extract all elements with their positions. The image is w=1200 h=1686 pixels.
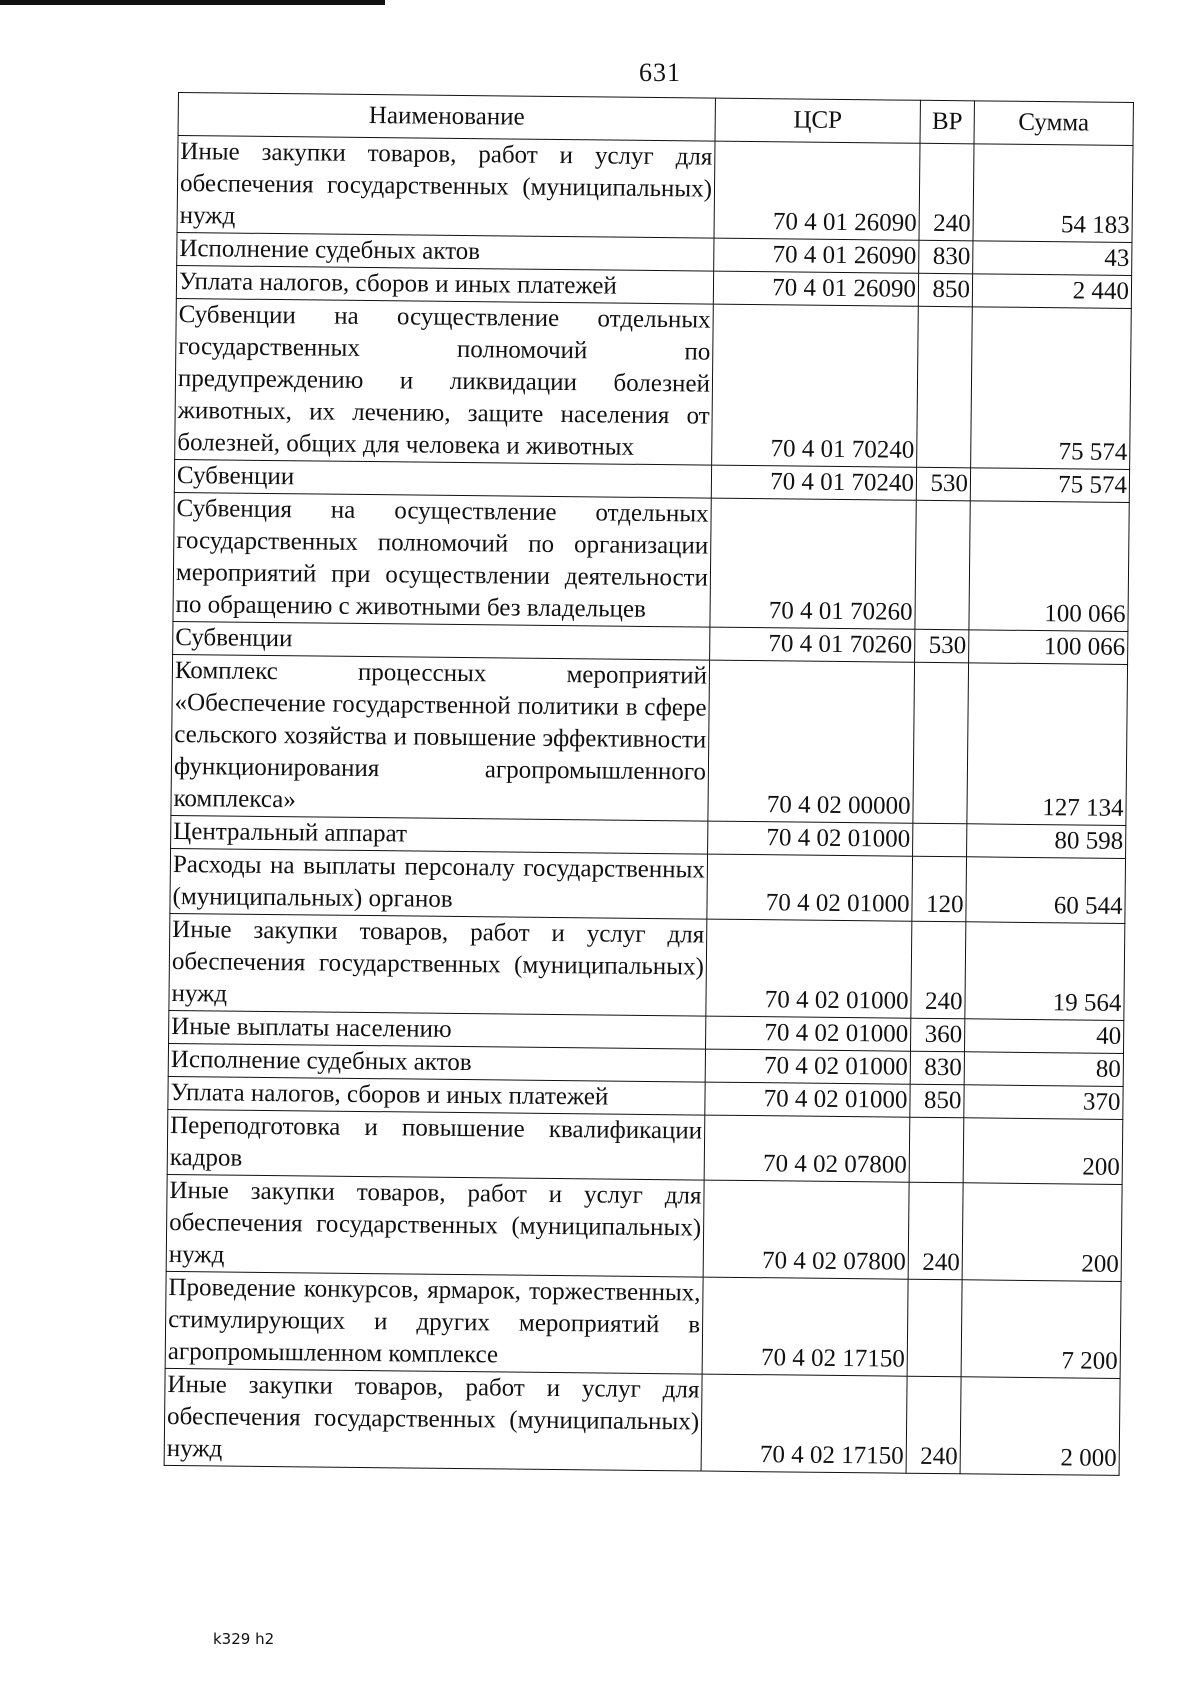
cell-sum: 200 xyxy=(963,1118,1123,1185)
cell-sum: 7 200 xyxy=(961,1280,1121,1379)
cell-sum: 370 xyxy=(964,1085,1123,1120)
table-row xyxy=(167,1109,1123,1184)
cell-sum: 60 544 xyxy=(966,857,1126,924)
cell-name: Иные закупки товаров, работ и услуг для обеспечения государственных (муниципальных) нужд xyxy=(164,1368,702,1471)
cell-vr: 530 xyxy=(916,467,970,501)
cell-sum: 2 000 xyxy=(960,1377,1120,1476)
table-row xyxy=(170,848,1126,923)
cell-vr xyxy=(909,1117,964,1183)
cell-name: Переподготовка и повышение квалификации кадров xyxy=(167,1109,705,1180)
cell-csr: 70 4 02 07800 xyxy=(703,1180,909,1279)
cell-vr: 240 xyxy=(911,921,966,1019)
cell-csr: 70 4 01 70240 xyxy=(712,304,919,467)
budget-table xyxy=(164,92,1134,1476)
cell-sum: 100 066 xyxy=(969,630,1128,665)
cell-csr: 70 4 01 26090 xyxy=(714,141,920,240)
cell-vr: 240 xyxy=(919,143,974,241)
cell-csr: 70 4 01 70260 xyxy=(710,627,915,662)
table-row xyxy=(169,913,1125,1020)
cell-csr: 70 4 02 07800 xyxy=(704,1115,910,1182)
header-name: Наименование xyxy=(178,93,715,142)
cell-name: Исполнение судебных актов xyxy=(168,1043,705,1082)
cell-sum: 100 066 xyxy=(969,501,1129,632)
table-body xyxy=(164,136,1133,1476)
cell-sum: 80 598 xyxy=(967,824,1126,859)
header-vr: ВР xyxy=(920,100,974,144)
cell-csr: 70 4 02 00000 xyxy=(708,660,915,823)
table-row xyxy=(177,136,1133,243)
cell-vr: 120 xyxy=(912,856,967,922)
cell-csr: 70 4 02 17150 xyxy=(701,1374,907,1473)
cell-sum: 75 574 xyxy=(970,468,1129,503)
cell-csr: 70 4 01 70260 xyxy=(710,498,916,629)
cell-sum: 19 564 xyxy=(965,922,1125,1021)
cell-vr: 850 xyxy=(918,273,972,307)
cell-sum: 75 574 xyxy=(971,307,1132,470)
page-number: 631 xyxy=(639,58,681,87)
table-row xyxy=(166,1174,1122,1281)
cell-csr: 70 4 02 01000 xyxy=(705,1082,910,1117)
table-row xyxy=(164,1368,1120,1475)
cell-name: Субвенции xyxy=(173,621,710,660)
cell-sum: 54 183 xyxy=(973,144,1133,243)
cell-vr: 240 xyxy=(908,1182,963,1280)
table-row xyxy=(165,1271,1121,1378)
cell-sum: 127 134 xyxy=(967,663,1128,826)
cell-csr: 70 4 02 01000 xyxy=(706,919,912,1018)
cell-vr: 240 xyxy=(906,1376,961,1474)
cell-name: Иные закупки товаров, работ и услуг для обеспечения государственных (муниципальных) нужд xyxy=(169,913,707,1016)
cell-vr: 830 xyxy=(919,240,973,274)
header-csr: ЦСР xyxy=(715,98,920,143)
cell-name: Субвенция на осуществление отдельных государственных полномочий по организации мероприятий при осуществлении деятельности по обращению с животными без владельцев xyxy=(173,492,711,627)
cell-name: Иные выплаты населению xyxy=(169,1010,706,1049)
table-row xyxy=(173,492,1129,631)
cell-name: Уплата налогов, сборов и иных платежей xyxy=(168,1076,705,1115)
cell-csr: 70 4 02 01000 xyxy=(706,1016,911,1051)
cell-name: Комплекс процессных мероприятий «Обеспечение государственной политики в сфере сельского хозяйства и повышение эффективности функционирования агропромышленного комплекса» xyxy=(171,654,710,821)
cell-csr: 70 4 01 26090 xyxy=(713,271,918,306)
cell-vr: 850 xyxy=(910,1084,964,1118)
cell-vr xyxy=(913,662,969,824)
table-row xyxy=(171,654,1128,825)
cell-sum: 80 xyxy=(964,1052,1123,1087)
cell-name: Проведение конкурсов, ярмарок, торжественных, стимулирующих и других мероприятий в агропромышленном комплексе xyxy=(165,1271,703,1374)
cell-name: Иные закупки товаров, работ и услуг для обеспечения государственных (муниципальных) нужд xyxy=(177,136,715,239)
cell-vr xyxy=(915,500,970,630)
cell-name: Субвенции на осуществление отдельных государственных полномочий по предупреждению и ликвидации болезней животных, их лечению, защите населения от болезней, общих для человека и животных xyxy=(175,298,714,465)
scan-edge-mark xyxy=(0,0,385,5)
cell-name: Уплата налогов, сборов и иных платежей xyxy=(176,265,713,304)
cell-vr: 530 xyxy=(915,629,969,663)
cell-vr xyxy=(913,823,967,857)
cell-csr: 70 4 01 70240 xyxy=(711,465,916,500)
cell-vr: 360 xyxy=(910,1018,964,1052)
table-row xyxy=(175,298,1132,469)
header-sum: Сумма xyxy=(974,101,1133,146)
cell-csr: 70 4 02 17150 xyxy=(702,1277,908,1376)
cell-sum: 40 xyxy=(964,1019,1123,1054)
cell-vr xyxy=(917,306,973,468)
cell-name: Расходы на выплаты персоналу государственных (муниципальных) органов xyxy=(170,848,708,919)
cell-name: Иные закупки товаров, работ и услуг для обеспечения государственных (муниципальных) нужд xyxy=(166,1174,704,1277)
cell-name: Субвенции xyxy=(174,459,711,498)
document-code: k329 h2 xyxy=(213,1630,275,1648)
cell-csr: 70 4 02 01000 xyxy=(705,1049,910,1084)
cell-name: Исполнение судебных актов xyxy=(177,232,714,271)
cell-csr: 70 4 02 01000 xyxy=(707,854,913,921)
cell-sum: 200 xyxy=(962,1183,1122,1282)
cell-csr: 70 4 01 26090 xyxy=(714,238,919,273)
cell-vr: 830 xyxy=(910,1051,964,1085)
cell-csr: 70 4 02 01000 xyxy=(708,821,913,856)
cell-name: Центральный аппарат xyxy=(171,815,708,854)
cell-sum: 43 xyxy=(973,241,1132,276)
cell-sum: 2 440 xyxy=(972,274,1131,309)
cell-vr xyxy=(907,1279,962,1377)
